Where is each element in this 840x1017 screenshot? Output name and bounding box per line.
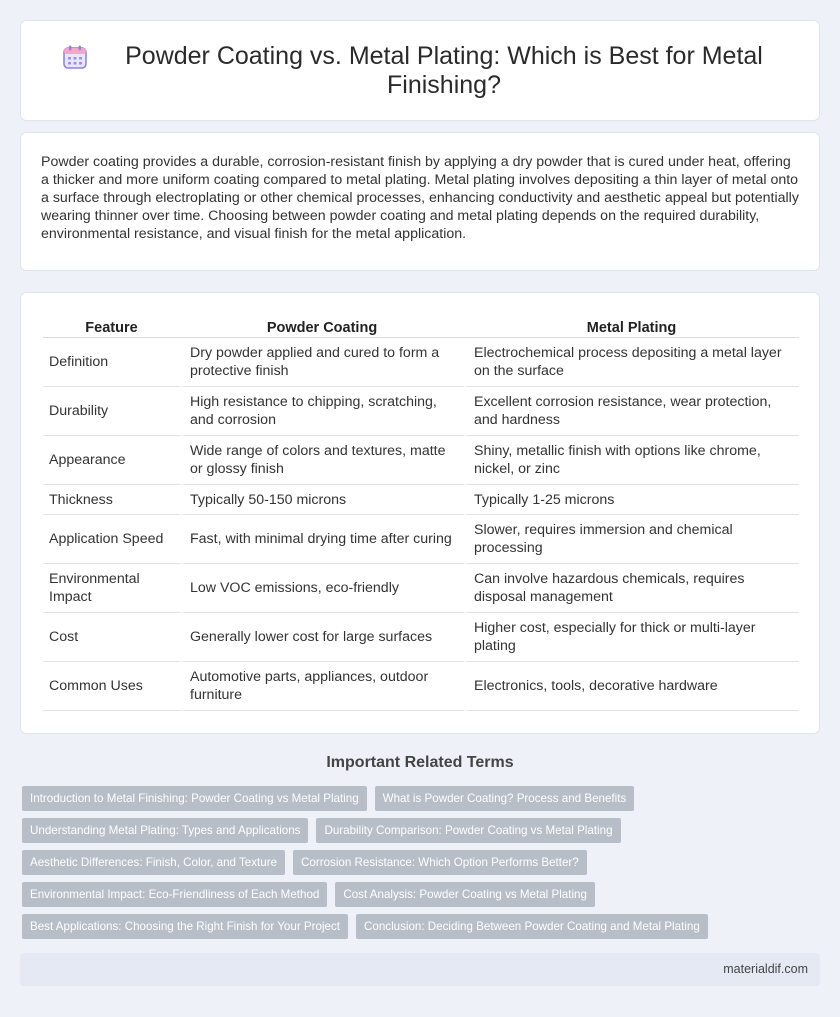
footer: [20, 953, 820, 986]
metal-plating-cell: Electronics, tools, decorative hardware: [464, 662, 799, 711]
metal-plating-cell: Shiny, metallic finish with options like chrome, nickel, or zinc: [464, 436, 799, 485]
powder-coating-cell: Typically 50-150 microns: [180, 485, 464, 515]
feature-cell: Durability: [43, 387, 180, 436]
feature-cell: Definition: [43, 338, 180, 387]
chip-row: [22, 914, 822, 946]
metal-plating-cell: Typically 1-25 microns: [464, 485, 799, 515]
related-terms-heading: Important Related Terms: [326, 754, 514, 771]
feature-cell: Application Speed: [43, 515, 180, 564]
title-card: [20, 20, 820, 121]
feature-cell: Environmental Impact: [43, 564, 180, 613]
metal-plating-cell: Can involve hazardous chemicals, requires disposal management: [464, 564, 799, 613]
related-term-link[interactable]: Durability Comparison: Powder Coating vs Metal Plating: [316, 818, 620, 843]
related-term-link[interactable]: Cost Analysis: Powder Coating vs Metal Plating: [335, 882, 595, 907]
related-term-link[interactable]: Corrosion Resistance: Which Option Performs Better?: [293, 850, 587, 875]
page-title: Powder Coating vs. Metal Plating: Which is Best for Metal Finishing?: [125, 41, 763, 99]
metal-plating-cell: Excellent corrosion resistance, wear protection, and hardness: [464, 387, 799, 436]
table-row: [43, 436, 799, 485]
feature-cell: Appearance: [43, 436, 180, 485]
metal-plating-cell: Electrochemical process depositing a metal layer on the surface: [464, 338, 799, 387]
related-term-link[interactable]: Understanding Metal Plating: Types and Applications: [22, 818, 308, 843]
table-row: [43, 387, 799, 436]
powder-coating-cell: High resistance to chipping, scratching, and corrosion: [180, 387, 464, 436]
table-row: [43, 338, 799, 387]
chip-row: [22, 818, 822, 850]
related-term-link[interactable]: What is Powder Coating? Process and Benefits: [375, 786, 635, 811]
powder-coating-cell: Dry powder applied and cured to form a protective finish: [180, 338, 464, 387]
comparison-table: [43, 313, 799, 711]
related-terms-list: [22, 786, 822, 946]
feature-cell: Thickness: [43, 485, 180, 515]
table-row: [43, 515, 799, 564]
table-row: [43, 662, 799, 711]
chip-row: [22, 850, 822, 882]
powder-coating-cell: Low VOC emissions, eco-friendly: [180, 564, 464, 613]
table-header-row: [43, 313, 799, 338]
header-feature: Feature: [43, 313, 180, 338]
table-row: [43, 613, 799, 662]
metal-plating-cell: Slower, requires immersion and chemical processing: [464, 515, 799, 564]
calendar-icon: [61, 43, 89, 71]
chip-row: [22, 882, 822, 914]
feature-cell: Cost: [43, 613, 180, 662]
footer-site-link[interactable]: materialdif.com: [723, 962, 808, 976]
powder-coating-cell: Wide range of colors and textures, matte or glossy finish: [180, 436, 464, 485]
comparison-table-card: [20, 292, 820, 734]
header-powder-coating: Powder Coating: [180, 313, 464, 338]
intro-paragraph: Powder coating provides a durable, corrosion-resistant finish by applying a dry powder that is cured under heat, offering a thicker and more uniform coating compared to metal plating. Metal plating involves depositing a thin layer of metal onto a surface through electroplating or other chemical processes, enhancing conductivity and aesthetic appeal but potentially wearing thinner over time. Choosing between powder coating and metal plating depends on the required durability, environmental resistance, and visual finish for the metal application.: [41, 154, 799, 242]
powder-coating-cell: Automotive parts, appliances, outdoor furniture: [180, 662, 464, 711]
metal-plating-cell: Higher cost, especially for thick or multi-layer plating: [464, 613, 799, 662]
related-term-link[interactable]: Best Applications: Choosing the Right Finish for Your Project: [22, 914, 348, 939]
intro-card: [20, 132, 820, 271]
related-term-link[interactable]: Conclusion: Deciding Between Powder Coating and Metal Plating: [356, 914, 708, 939]
related-term-link[interactable]: Aesthetic Differences: Finish, Color, and Texture: [22, 850, 285, 875]
related-term-link[interactable]: Introduction to Metal Finishing: Powder Coating vs Metal Plating: [22, 786, 367, 811]
header-metal-plating: Metal Plating: [464, 313, 799, 338]
chip-row: [22, 786, 822, 818]
feature-cell: Common Uses: [43, 662, 180, 711]
powder-coating-cell: Fast, with minimal drying time after curing: [180, 515, 464, 564]
powder-coating-cell: Generally lower cost for large surfaces: [180, 613, 464, 662]
related-term-link[interactable]: Environmental Impact: Eco-Friendliness of Each Method: [22, 882, 327, 907]
table-row: [43, 564, 799, 613]
table-row: [43, 485, 799, 515]
